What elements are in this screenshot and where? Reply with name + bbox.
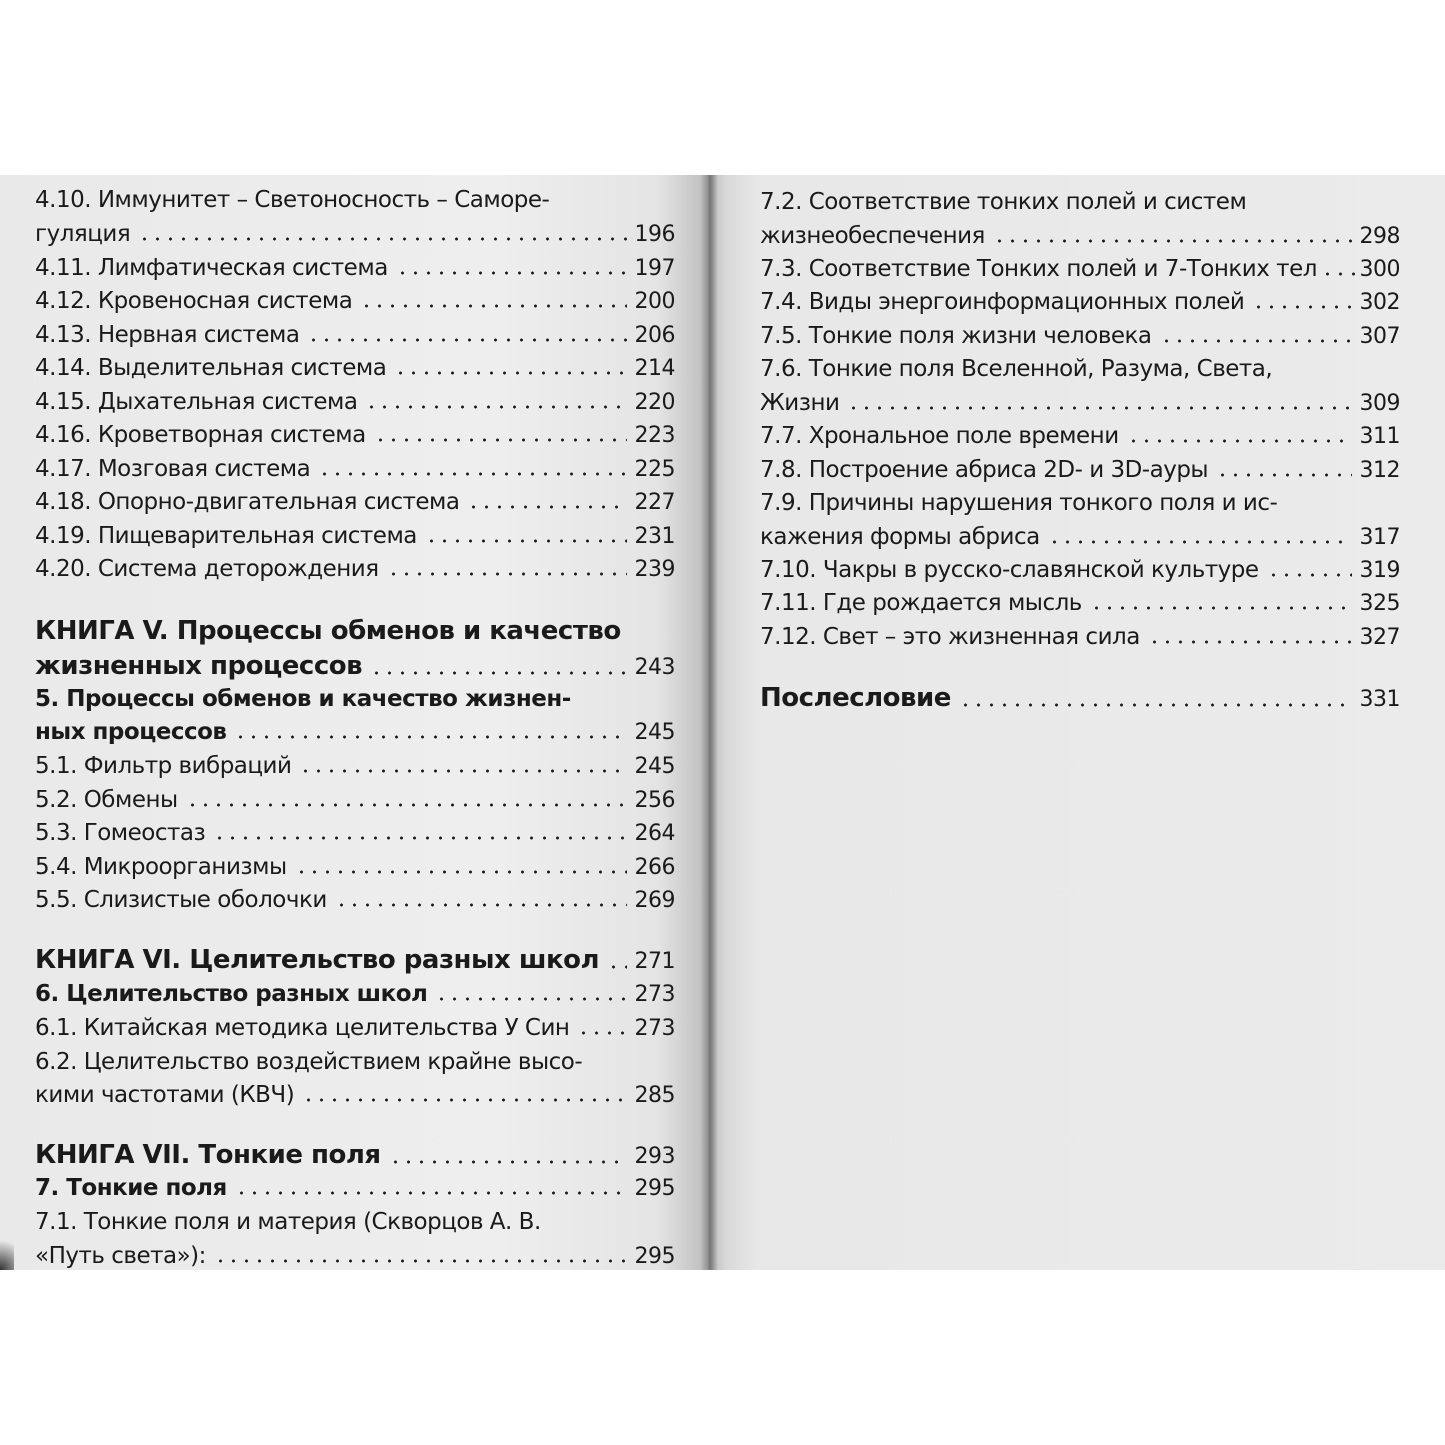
chapter-5-heading	[35, 719, 675, 745]
toc-entry-6-1	[35, 1015, 675, 1041]
leader-dots	[138, 237, 626, 241]
leader-dots	[360, 304, 626, 308]
toc-entry-7-2	[760, 223, 1400, 249]
toc-entry-7-3	[760, 256, 1400, 282]
toc-entry-text: 5.4. Микроорганизмы	[35, 854, 287, 880]
toc-entry-4-10	[35, 221, 675, 247]
toc-entry-5-2	[35, 787, 675, 813]
chapter-7-heading-text: 7. Тонкие поля	[35, 1175, 227, 1201]
leader-dots	[1252, 305, 1351, 309]
toc-entry-7-10	[760, 557, 1400, 583]
page-number: 327	[1359, 625, 1400, 650]
toc-entry-7-2-line1: 7.2. Соответствие тонких полей и систем	[760, 189, 1247, 215]
toc-entry-text: 7.12. Свет – это жизненная сила	[760, 624, 1140, 650]
page-number: 331	[1359, 687, 1400, 712]
book-5-heading-line2: жизненных процессов	[35, 651, 363, 681]
toc-entry-text: 4.20. Система деторождения	[35, 556, 379, 582]
page-number: 293	[634, 1144, 675, 1169]
page-number: 302	[1359, 290, 1400, 315]
book-7-heading	[35, 1140, 675, 1170]
page-number: 225	[634, 457, 675, 482]
toc-entry-text: 4.17. Мозговая система	[35, 456, 311, 482]
page-number: 206	[634, 323, 675, 348]
toc-entry-text: 7.10. Чакры в русско-славянской культуре	[760, 557, 1259, 583]
page-number: 269	[634, 888, 675, 913]
page-number: 273	[634, 1016, 675, 1041]
toc-entry-text: 7.4. Виды энергоинформационных полей	[760, 289, 1245, 315]
page-number: 227	[634, 490, 675, 515]
toc-entry-7-6-line2: Жизни	[760, 390, 840, 416]
leader-dots	[302, 1098, 626, 1102]
toc-entry-7-1-line2: «Путь света»):	[35, 1243, 206, 1269]
leader-dots	[959, 703, 1352, 707]
toc-entry-4-17	[35, 456, 675, 482]
page-number: 196	[634, 222, 675, 247]
toc-entry-text: 4.15. Дыхательная система	[35, 389, 358, 415]
toc-entry-4-10-line1: 4.10. Иммунитет – Светоносность – Саморе-	[35, 187, 550, 213]
toc-entry-6-2	[35, 1082, 675, 1108]
page-number: 312	[1359, 458, 1400, 483]
toc-entry-text: 7.5. Тонкие поля жизни человека	[760, 323, 1152, 349]
leader-dots	[577, 1031, 626, 1035]
toc-entry-text: 5.2. Обмены	[35, 787, 178, 813]
toc-entry-5-4	[35, 854, 675, 880]
page-number: 200	[634, 289, 675, 314]
toc-entry-7-5	[760, 323, 1400, 349]
leader-dots	[389, 1160, 627, 1164]
leader-dots	[365, 405, 626, 409]
toc-entry-7-1-line1: 7.1. Тонкие поля и материя (Скворцов А. В.	[35, 1209, 541, 1235]
toc-entry-text: 6.1. Китайская методика целительства У Син	[35, 1015, 570, 1041]
book-6-heading	[35, 945, 675, 975]
toc-entry-7-12	[760, 624, 1400, 650]
toc-entry-text: 4.19. Пищеварительная система	[35, 523, 417, 549]
page-number: 231	[634, 524, 675, 549]
leader-dots	[467, 505, 626, 509]
toc-entry-7-1	[35, 1243, 675, 1269]
page-number: 220	[634, 390, 675, 415]
page-number: 298	[1359, 224, 1400, 249]
leader-dots	[435, 997, 626, 1001]
toc-entry-text: 5.1. Фильтр вибраций	[35, 753, 292, 779]
leader-dots	[1127, 439, 1352, 443]
toc-entry-7-9-line1: 7.9. Причины нарушения тонкого поля и ис-	[760, 490, 1278, 516]
leader-dots	[1048, 540, 1352, 544]
page-number: 300	[1359, 257, 1400, 282]
toc-entry-text: 5.5. Слизистые оболочки	[35, 887, 327, 913]
page-number: 266	[634, 855, 675, 880]
leader-dots	[425, 539, 627, 543]
leader-dots	[847, 406, 1351, 410]
page-corner-shadow	[0, 1230, 14, 1270]
chapter-6-heading-text: 6. Целительство разных школ	[35, 981, 428, 1007]
leader-dots	[607, 965, 626, 969]
page-number: 307	[1359, 324, 1400, 349]
page-number: 264	[634, 821, 675, 846]
toc-entry-7-6	[760, 390, 1400, 416]
page-number: 317	[1359, 525, 1400, 550]
leader-dots	[1321, 272, 1356, 276]
toc-entry-4-11	[35, 255, 675, 281]
page-number: 271	[634, 949, 675, 974]
leader-dots	[299, 769, 626, 773]
toc-entry-4-15	[35, 389, 675, 415]
toc-entry-text: 4.18. Опорно-двигательная система	[35, 489, 460, 515]
page-number: 197	[634, 256, 675, 281]
leader-dots	[1090, 606, 1352, 610]
page-number: 295	[634, 1176, 675, 1201]
right-page	[708, 175, 1445, 1270]
toc-entry-4-14	[35, 355, 675, 381]
toc-entry-5-5	[35, 887, 675, 913]
toc-entry-text: 7.11. Где рождается мысль	[760, 590, 1082, 616]
leader-dots	[335, 903, 627, 907]
chapter-6-heading	[35, 981, 675, 1007]
left-page	[0, 175, 708, 1270]
leader-dots	[235, 1191, 627, 1195]
leader-dots	[387, 572, 627, 576]
page-number: 214	[634, 356, 675, 381]
toc-entry-7-4	[760, 289, 1400, 315]
chapter-5-heading-line2: ных процессов	[35, 719, 227, 745]
leader-dots	[993, 239, 1352, 243]
toc-entry-6-2-line1: 6.2. Целительство воздействием крайне высо-	[35, 1049, 583, 1075]
toc-entry-4-12	[35, 288, 675, 314]
toc-entry-text: 4.11. Лимфатическая система	[35, 255, 388, 281]
toc-entry-7-8	[760, 457, 1400, 483]
page-number: 239	[634, 557, 675, 582]
page-number: 309	[1359, 391, 1400, 416]
toc-entry-text: 5.3. Гомеостаз	[35, 820, 206, 846]
page-number: 325	[1359, 591, 1400, 616]
leader-dots	[307, 338, 626, 342]
toc-entry-7-11	[760, 590, 1400, 616]
book-photo	[0, 175, 1445, 1270]
page-number: 273	[634, 982, 675, 1007]
chapter-7-heading	[35, 1175, 675, 1201]
toc-entry-4-19	[35, 523, 675, 549]
leader-dots	[394, 371, 626, 375]
toc-entry-4-13	[35, 322, 675, 348]
leader-dots	[214, 1259, 627, 1263]
page-number: 245	[634, 720, 675, 745]
page-number: 319	[1359, 558, 1400, 583]
page-number: 311	[1359, 424, 1400, 449]
toc-entry-5-3	[35, 820, 675, 846]
book-5-heading	[35, 651, 675, 681]
page-number: 295	[634, 1244, 675, 1269]
toc-entry-text: 7.3. Соответствие Тонких полей и 7-Тонких тел	[760, 256, 1317, 282]
toc-entry-4-10-line2: гуляция	[35, 221, 131, 247]
toc-entry-text: 4.13. Нервная система	[35, 322, 300, 348]
toc-entry-7-9	[760, 524, 1400, 550]
toc-entry-text: 4.16. Кроветворная система	[35, 422, 366, 448]
leader-dots	[234, 735, 626, 739]
leader-dots	[1267, 573, 1352, 577]
page-number: 243	[634, 655, 675, 680]
book-7-heading-text: КНИГА VII. Тонкие поля	[35, 1140, 381, 1170]
toc-entry-4-16	[35, 422, 675, 448]
leader-dots	[1160, 339, 1352, 343]
page-number: 256	[634, 788, 675, 813]
toc-entry-6-2-line2: кими частотами (КВЧ)	[35, 1082, 295, 1108]
book-5-heading-line1: КНИГА V. Процессы обменов и качество	[35, 616, 621, 646]
page-number: 285	[634, 1083, 675, 1108]
toc-entry-5-1	[35, 753, 675, 779]
toc-entry-7-2-line2: жизнеобеспечения	[760, 223, 985, 249]
toc-entry-text: 4.14. Выделительная система	[35, 355, 387, 381]
afterword-heading	[760, 683, 1400, 713]
leader-dots	[186, 803, 627, 807]
toc-entry-text: 7.8. Построение абриса 2D- и 3D-ауры	[760, 457, 1209, 483]
toc-entry-4-18	[35, 489, 675, 515]
toc-entry-4-20	[35, 556, 675, 582]
leader-dots	[1148, 640, 1352, 644]
toc-entry-7-9-line2: кажения формы абриса	[760, 524, 1040, 550]
afterword-text: Послесловие	[760, 683, 951, 713]
toc-entry-text: 4.12. Кровеносная система	[35, 288, 353, 314]
leader-dots	[374, 438, 627, 442]
leader-dots	[318, 472, 626, 476]
chapter-5-heading-line1: 5. Процессы обменов и качество жизнен-	[35, 686, 571, 712]
leader-dots	[1216, 473, 1351, 477]
page-number: 245	[634, 754, 675, 779]
leader-dots	[370, 671, 626, 675]
leader-dots	[295, 870, 627, 874]
page-number: 223	[634, 423, 675, 448]
toc-entry-7-6-line1: 7.6. Тонкие поля Вселенной, Разума, Света,	[760, 356, 1273, 382]
book-spine-shadow	[700, 175, 718, 1270]
toc-entry-7-7	[760, 423, 1400, 449]
toc-entry-text: 7.7. Хрональное поле времени	[760, 423, 1119, 449]
book-6-heading-text: КНИГА VI. Целительство разных школ	[35, 945, 600, 975]
leader-dots	[213, 836, 626, 840]
leader-dots	[396, 271, 627, 275]
